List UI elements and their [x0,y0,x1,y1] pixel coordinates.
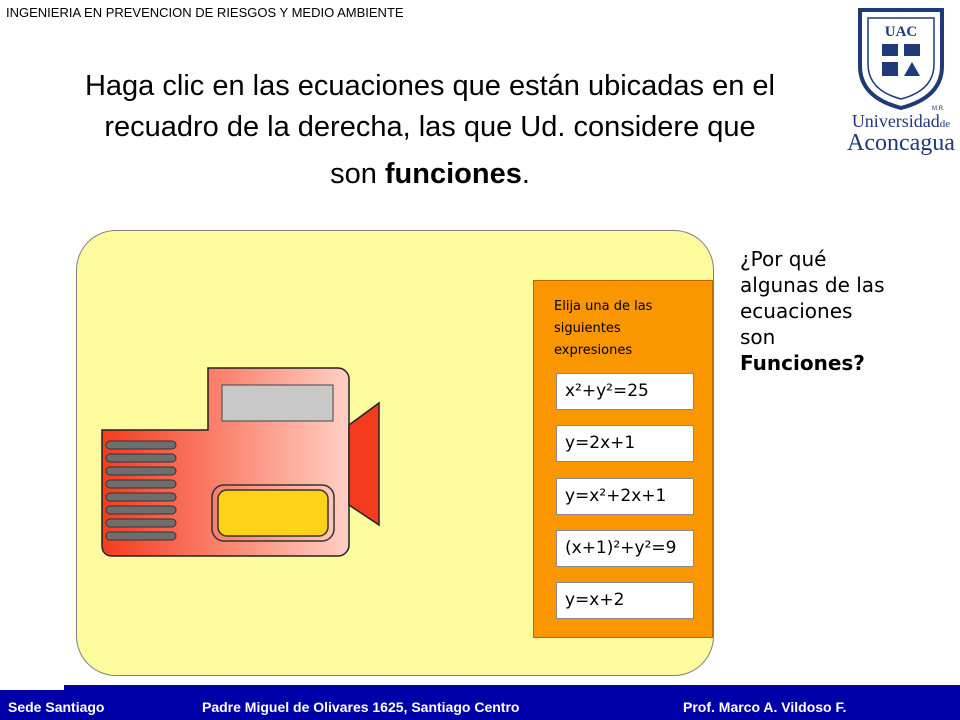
question-line: ecuaciones [740,299,853,323]
instruction-line-1: Haga clic en las ecuaciones que están ubicadas en el [84,70,775,102]
panel-title-line: expresiones [554,343,633,358]
question-keyword: Funciones? [740,351,865,375]
video-camera-illustration [98,365,388,560]
option-line-equation[interactable]: y=x+2 [556,582,694,619]
instruction-keyword: funciones [384,158,522,190]
logo-mark: M.R. [932,106,945,112]
panel-title [554,296,694,362]
option-linear-equation[interactable]: y=2x+1 [556,425,694,462]
question-line: ¿Por qué [740,247,827,271]
footer-campus: Sede Santiago [8,699,105,715]
program-header: INGENIERIA EN PREVENCION DE RIESGOS Y MEDIO AMBIENTE [6,5,404,20]
instruction-line-2: recuadro de la derecha, las que Ud. considere que [104,111,756,143]
option-circle-equation[interactable]: x²+y²=25 [556,373,694,410]
question-line: son [740,325,776,349]
university-name [842,111,960,156]
footer-professor: Prof. Marco A. Vildoso F. [683,699,847,715]
footer-bar [0,690,960,720]
question-line: algunas de las [740,273,885,297]
instruction-line-3 [20,154,840,195]
instruction-text [20,66,840,195]
logo-acronym: UAC [884,24,918,40]
instruction-line-3-post: . [521,158,530,190]
university-name-line1: Universidad [851,111,940,131]
option-quadratic-equation[interactable]: y=x²+2x+1 [556,478,694,515]
panel-title-line: siguientes [554,321,621,336]
instruction-line-3-pre: son [330,158,385,190]
panel-title-line: Elija una de las [554,299,653,314]
question-text [740,246,950,376]
university-name-line2: Aconcagua [847,130,955,156]
option-shifted-circle-equation[interactable]: (x+1)²+y²=9 [556,530,694,567]
university-name-de: de [939,118,951,130]
footer-address: Padre Miguel de Olivares 1625, Santiago Centro [202,699,520,715]
